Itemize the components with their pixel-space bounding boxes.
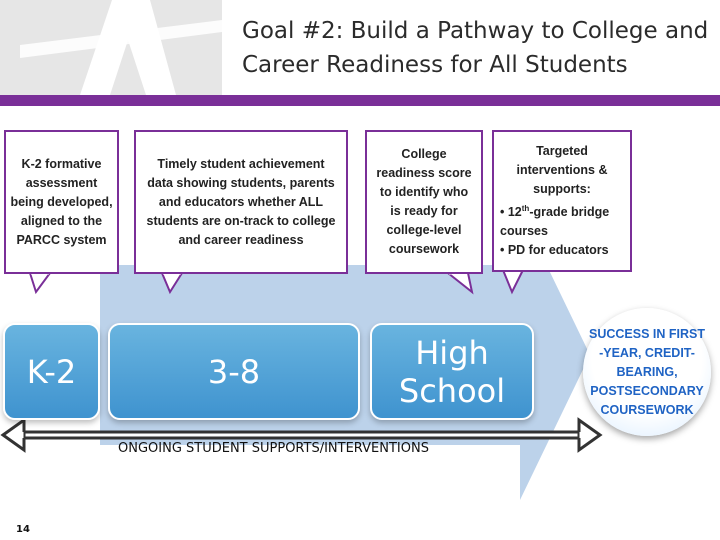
callout-text: Timely student achievement data showing students, parents and educators whether ALL students are on-track to college and career readiness [146,156,336,247]
callout-college-readiness [365,130,483,274]
stage-k2 [3,323,100,420]
bullet-sup: th [521,203,530,213]
stage-3-8 [108,323,360,420]
bullet-suffix: -grade bridge courses [500,205,610,239]
targeted-content [500,142,624,260]
targeted-heading: Targeted interventions & supports: [516,143,608,196]
goal-text: SUCCESS IN FIRST -YEAR, CREDIT-BEARING, POSTSECONDARY COURSEWORK [589,326,705,417]
success-goal-circle [583,308,711,436]
callout-text: K-2 formative assessment being developed, aligned to the PARCC system [10,156,113,247]
targeted-bullet-pd: • PD for educators [500,243,609,258]
slide-title: Goal #2: Build a Pathway to College and Career Readiness for All Students [242,18,709,78]
stage-label: High School [398,333,506,410]
callout-k2-assessment [4,130,119,274]
callout-targeted-interventions [492,130,632,272]
stage-label: 3-8 [207,352,261,391]
callout-text: College readiness score to identify who is ready for college-level coursework [376,147,472,256]
page-number: 14 [16,524,30,535]
callout-tail-1 [30,273,50,292]
stage-label: K-2 [26,352,77,391]
callout-achievement-data [134,130,348,274]
targeted-bullet-bridge [500,199,624,241]
stage-high-school [370,323,534,420]
ongoing-supports-label: ONGOING STUDENT SUPPORTS/INTERVENTIONS [118,441,429,456]
bullet-prefix: • 12 [500,205,522,220]
